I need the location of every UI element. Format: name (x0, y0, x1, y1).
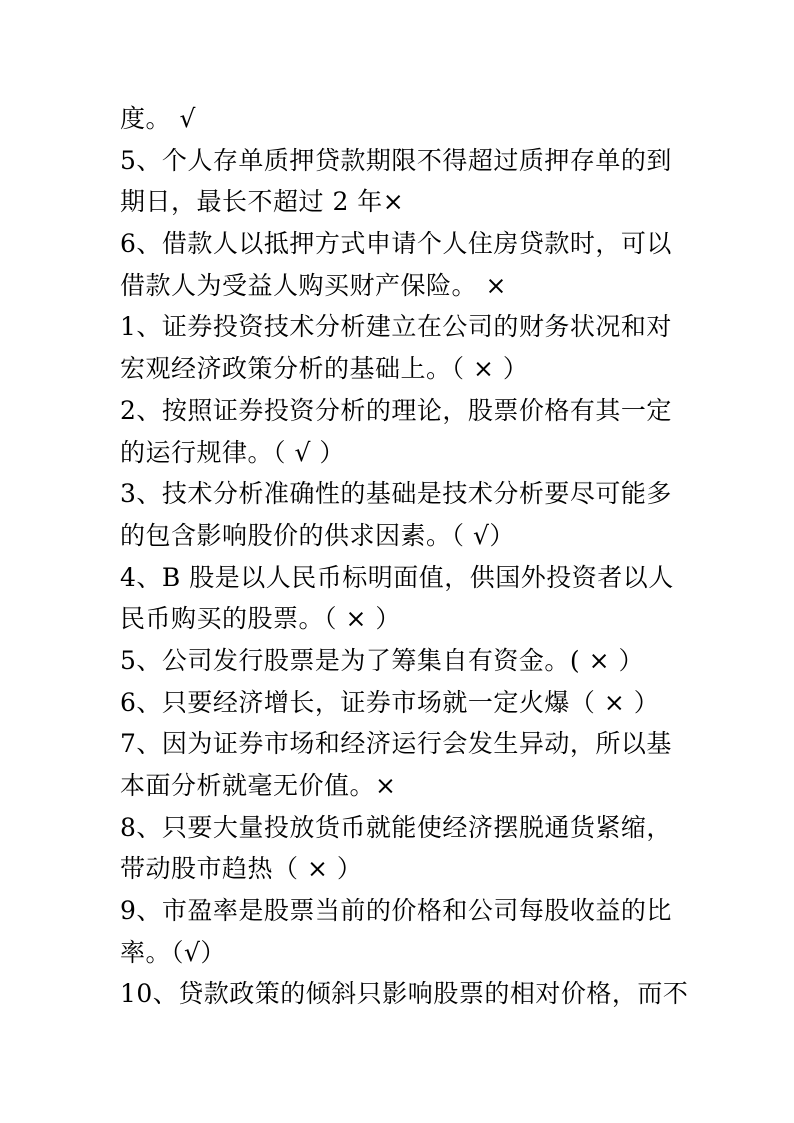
text-line-12: 4、B 股是以人民币标明面值，供国外投资者以人 (120, 562, 674, 592)
text-line-21: 率。（√） (120, 937, 226, 967)
text-line-7: 宏观经济政策分析的基础上。（ × ） (120, 354, 529, 384)
document-page (120, 98, 689, 1015)
text-line-16: 7、因为证券市场和经济运行会发生异动，所以基 (120, 729, 672, 759)
text-line-1: 度。 √ (120, 104, 196, 133)
text-line-10: 3、技术分析准确性的基础是技术分析要尽可能多 (120, 479, 672, 509)
text-line-11: 的包含影响股价的供求因素。（ √） (120, 520, 515, 550)
text-line-17: 本面分析就毫无价值。× (120, 771, 397, 800)
text-line-20: 9、市盈率是股票当前的价格和公司每股收益的比 (120, 896, 672, 926)
text-line-15: 6、只要经济增长，证券市场就一定火爆（ × ） (120, 687, 660, 717)
text-line-3: 期日，最长不超过 2 年× (120, 187, 405, 217)
text-line-4: 6、借款人以抵押方式申请个人住房贷款时，可以 (120, 229, 672, 259)
text-line-5: 借款人为受益人购买财产保险。 × (120, 270, 507, 300)
text-line-18: 8、只要大量投放货币就能使经济摆脱通货紧缩， (120, 812, 672, 842)
text-line-22: 10、贷款政策的倾斜只影响股票的相对价格，而不 (120, 979, 689, 1009)
text-line-6: 1、证券投资技术分析建立在公司的财务状况和对 (120, 312, 672, 342)
text-line-19: 带动股市趋热（ × ） (120, 854, 363, 884)
text-line-8: 2、按照证券投资分析的理论，股票价格有其一定 (120, 395, 672, 425)
text-line-9: 的运行规律。（ √ ） (120, 437, 345, 467)
text-line-14: 5、公司发行股票是为了筹集自有资金。( × ） (120, 645, 645, 675)
text-line-2: 5、个人存单质押贷款期限不得超过质押存单的到 (120, 145, 672, 175)
text-line-13: 民币购买的股票。（ × ） (120, 604, 401, 634)
